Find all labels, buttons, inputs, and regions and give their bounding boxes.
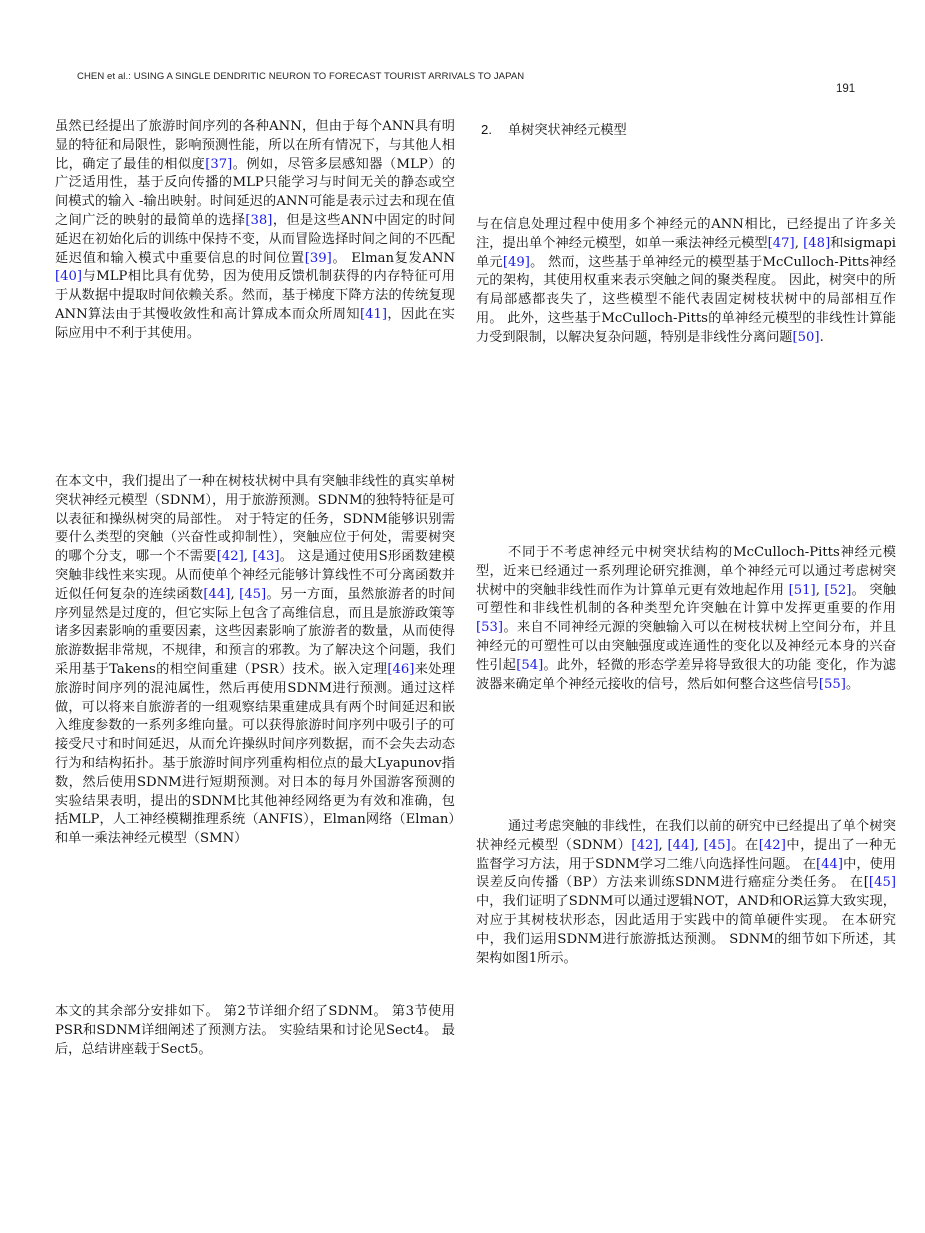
citation-link[interactable]: [49]: [502, 254, 530, 270]
text-run: ,: [794, 235, 804, 251]
citation-link[interactable]: [44]: [667, 837, 695, 853]
citation-link[interactable]: [41]: [359, 306, 388, 322]
running-title: CHEN et al.: USING A SINGLE DENDRITIC NEURON TO FORECAST TOURIST ARRIVALS TO JAPAN: [77, 71, 525, 82]
text-run: ，但是这些ANN中固定的时间延迟在初始化后的训练中保持不变，从而冒险选择时间之间的不匹配延迟值和输入模式中重要信息的时间位置: [55, 212, 456, 266]
text-run: 虽然已经提出了旅游时间序列的各种ANN，但由于每个ANN具有明显的特征和局限性，影响预测性能，所以在所有情况下，与其他人相比，确定了最佳的相似度: [55, 119, 455, 172]
left-paragraph-2: [55, 473, 455, 849]
section-heading: [481, 119, 627, 138]
citation-link[interactable]: [46]: [387, 661, 415, 677]
citation-link[interactable]: [42]: [216, 549, 244, 565]
text-run: 。: [845, 676, 860, 692]
citation-link[interactable]: [55]: [818, 676, 846, 692]
text-run: 。例如，尽管多层感知器（MLP）的广泛适用性，基于反向传播的MLP只能学习与时间无关的静态或空间模式的输入 -输出映射。时间延迟的ANN可能是表示过去和现在值之间广泛的映射的最简单的选择: [55, 156, 456, 228]
citation-link[interactable]: [40]: [55, 269, 83, 285]
text-run: 。 突触可塑性和非线性机制的各种类型允许突触在计算中发挥更重要的作用: [476, 582, 896, 617]
text-run: 不同于不考虑神经元中树突状结构的McCulloch-Pitts神经元模型，近来已经通过一系列理论研究推测，单个神经元可以通过考虑树突状树中的突触非线性而作为计算单元更有效地起作用: [476, 545, 896, 598]
text-run: 。另一方面，虽然旅游者的时间序列显然是过度的，但它实际上包含了高维信息，而且是旅游政策等诸多因素影响的重要因素，这些因素影响了旅游者的数量，从而使得旅游数据非常规，不规律，和预言的邪教。为了解决这个问题，我们采用基于Takens的相空间重建（PSR）技术。嵌入定理: [55, 586, 456, 677]
section-title: 单树突状神经元模型: [508, 122, 627, 137]
text-run: 与MLP相比具有优势，因为使用反馈机制获得的内存特征可用于从数据中提取时间依赖关系。然而，基于梯度下降方法的传统复现ANN算法由于其慢收敛性和高计算成本而众所周知: [55, 269, 455, 322]
text-run: 中，使用误差反向传播（BP）方法来训练SDNM进行癌症分类任务。 在[: [476, 856, 896, 891]
citation-link[interactable]: [38]: [245, 212, 273, 228]
text-run: 来处理旅游时间序列的混沌属性，然后再使用SDNM进行预测。通过这样做，可以将来自旅游者的一组观察结果重建成具有两个时间延迟和嵌入维度参数的一系列多维向量。可以获得旅游时间序列中吸引子的可接受尺寸和时间延迟，从而允许操纵时间序列数据，而不会失去动态行为和结构拓扑。基于旅游时间序列重构相位点的最大Lyapunov指数，然后使用SDNM进行短期预测。对日本的每月外国游客预测的实验结果表明，提出的SDNM比其他神经网络更为有效和准确，包括MLP，人工神经模糊推理系统（ANFIS），Elman网络（Elman）和单一乘法神经元模型（SMN）: [55, 661, 456, 847]
citation-link[interactable]: [44]: [203, 586, 231, 602]
citation-link[interactable]: [37]: [205, 156, 233, 172]
citation-link[interactable]: [42]: [758, 837, 786, 853]
text-run: 通过考虑突触的非线性，在我们以前的研究中已经提出了单个树突状神经元模型（SDNM）: [476, 819, 896, 853]
citation-link[interactable]: [45]: [239, 586, 267, 602]
citation-link[interactable]: [48]: [803, 235, 831, 251]
citation-link[interactable]: [54]: [516, 657, 544, 673]
text-run: .: [819, 329, 824, 345]
text-run: 在本文中，我们提出了一种在树枝状树中具有突触非线性的真实单树突状神经元模型（SDNM），用于旅游预测。SDNM的独特特征是可以表征和操纵树突的局部性。 对于特定的任务，SDNM能够识别需要什么类型的突触（兴奋性或抑制性），突触应位于何处，需要树突的哪个分支，哪一个不需要: [55, 474, 455, 565]
page-number: 191: [836, 83, 856, 95]
text-run: ，因此在实际应用中不利于其使用。: [55, 306, 455, 341]
citation-link[interactable]: [43]: [252, 549, 280, 565]
right-paragraph-1: [476, 216, 896, 348]
text-run: ,: [694, 837, 704, 853]
text-run: 与在信息处理过程中使用多个神经元的ANN相比，已经提出了许多关注，提出单个神经元模型，如单一乘法神经元模型: [476, 217, 896, 251]
section-number: 2.: [481, 122, 492, 137]
citation-link[interactable]: [39]: [304, 250, 332, 266]
citation-link[interactable]: [45]: [703, 837, 731, 853]
citation-link[interactable]: [47]: [767, 235, 795, 251]
text-run: 。 Elman复发ANN: [331, 250, 456, 266]
text-run: 中，我们证明了SDNM可以通过逻辑NOT，AND和OR运算大致实现，对应于其树枝状形态，因此适用于实践中的简单硬件实现。 在本研究中，我们运用SDNM进行旅游抵达预测。 SDNM的细节如下所述，其架构如图1所示。: [476, 894, 896, 966]
left-paragraph-1: [55, 118, 455, 344]
left-paragraph-3: 本文的其余部分安排如下。 第2节详细介绍了SDNM。 第3节使用PSR和SDNM详细阐述了预测方法。 实验结果和讨论见Sect4。 最后，总结讲座载于Sect5。: [55, 1004, 455, 1057]
text-run: 。此外，轻微的形态学差异将导致很大的功能 变化，作为滤波器来确定单个神经元接收的信号，然后如何整合这些信号: [476, 657, 896, 692]
text-run: ,: [243, 549, 253, 565]
right-paragraph-3: [476, 818, 896, 968]
citation-link[interactable]: [50]: [792, 329, 820, 345]
text-run: 。在: [730, 837, 759, 853]
citation-link[interactable]: [45]: [868, 875, 896, 891]
citation-link[interactable]: [42]: [631, 837, 659, 853]
text-run: 。来自不同神经元源的突触输入可以在树枝状树上空间分布，并且神经元的可塑性可以由突触强度或连通性的变化以及神经元本身的兴奋性引起: [476, 620, 896, 673]
citation-link[interactable]: [51]: [788, 582, 816, 598]
text-run: 。 然而，这些基于单神经元的模型基于McCulloch-Pitts神经元的架构，其使用权重来表示突触之间的聚类程度。 因此，树突中的所有局部感都丧失了，这些模型不能代表固定树枝状树中的局部相互作用。 此外，这些基于McCulloch-Pitts的单神经元模型的非线性计算能力受到限制，以解决复杂问题，特别是非线性分离问题: [476, 254, 896, 345]
right-paragraph-2: [476, 544, 896, 694]
text-run: ,: [815, 582, 825, 598]
text-run: 和sigmapi单元: [476, 235, 896, 270]
citation-link[interactable]: [53]: [476, 620, 504, 636]
text-run: 中，提出了一种无监督学习方法，用于SDNM学习二维八向选择性问题。 在: [476, 837, 897, 872]
citation-link[interactable]: [44]: [816, 856, 844, 872]
text-run: 。 这是通过使用S形函数建模突触非线性来实现。从而使单个神经元能够计算线性不可分离函数并近似任何复杂的连续函数: [55, 549, 455, 602]
text-run: ,: [230, 586, 240, 602]
citation-link[interactable]: [52]: [824, 582, 852, 598]
text-run: ,: [658, 837, 668, 853]
